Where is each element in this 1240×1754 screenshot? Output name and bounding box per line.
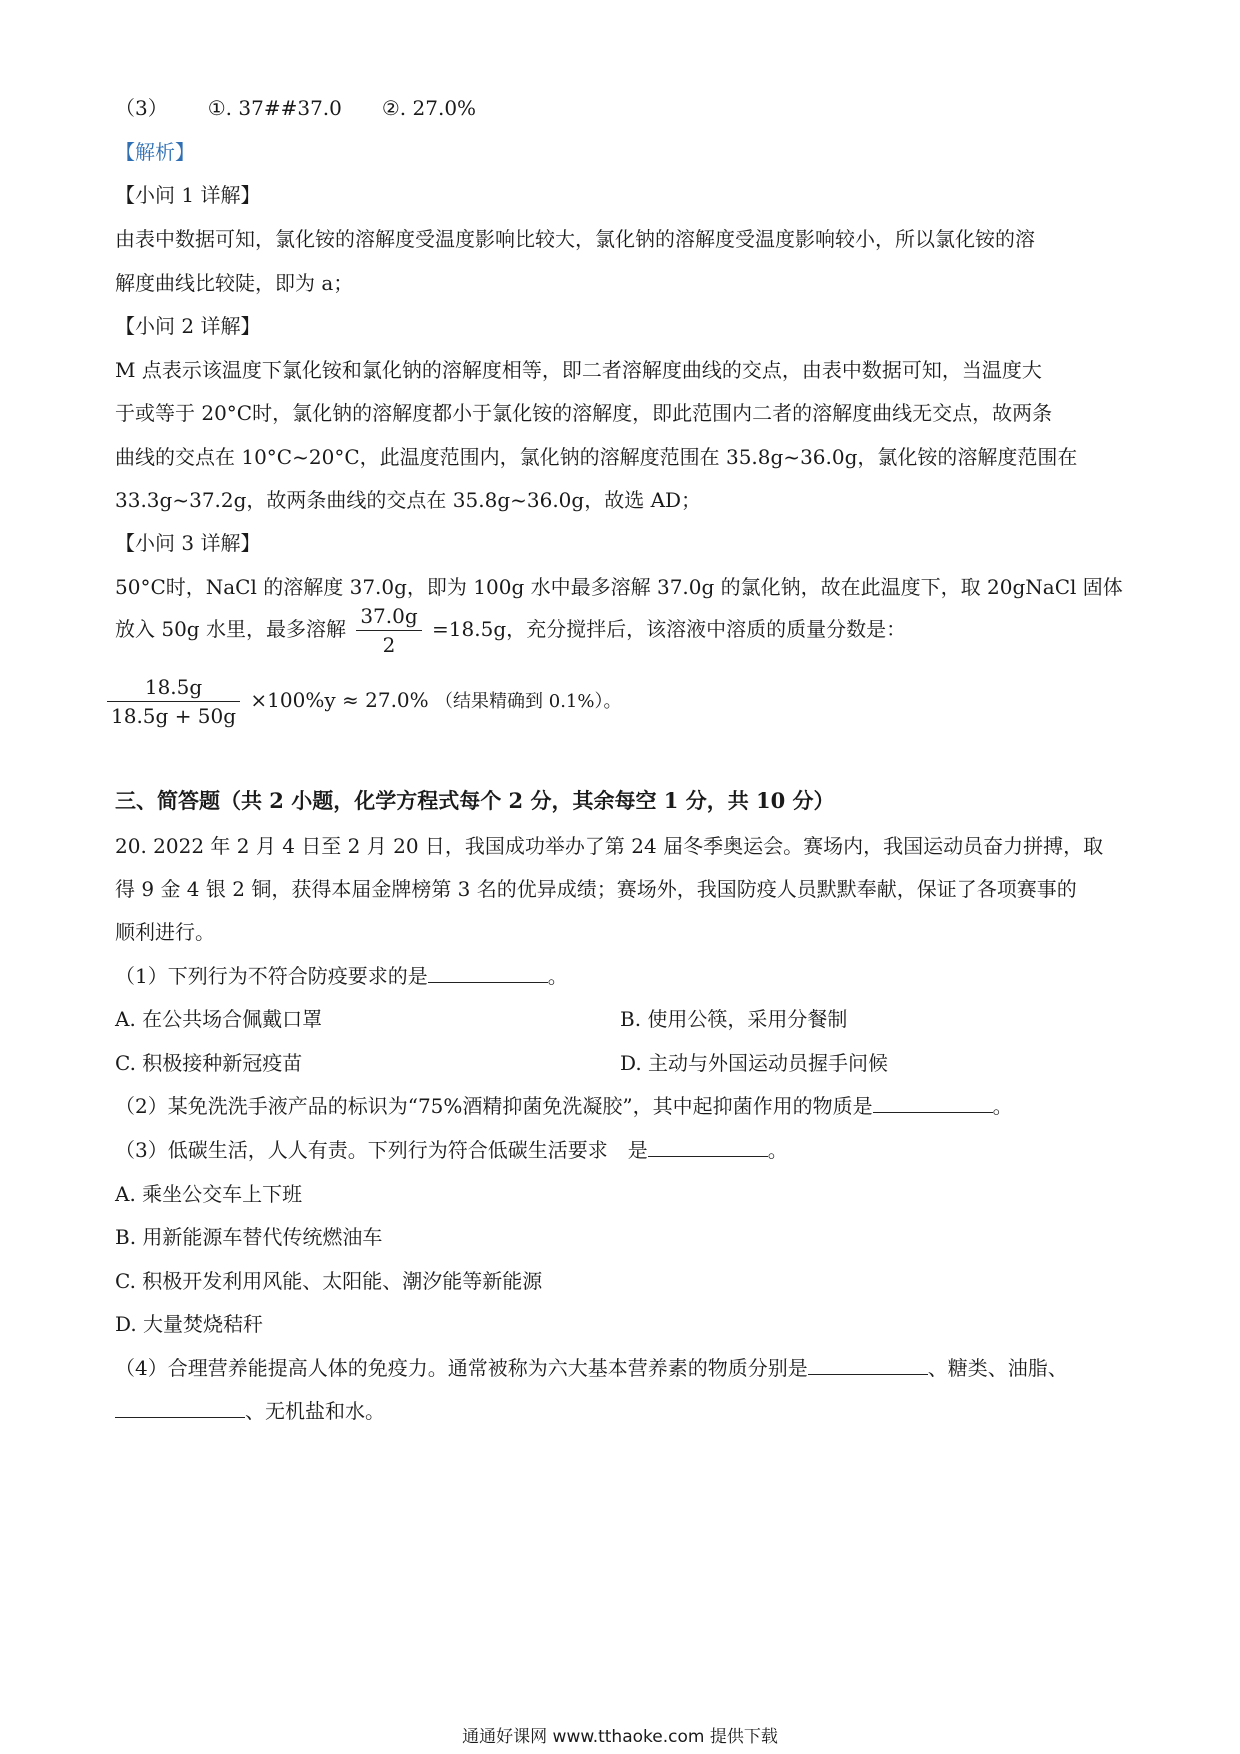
q20-sub4-line1: [115, 1354, 1068, 1382]
fraction-mass-denominator: 18.5g + 50g: [111, 704, 237, 728]
q3-line2-pre: 放入 50g 水里，最多溶解: [115, 617, 346, 641]
fraction-dissolve-numerator: 37.0g: [356, 602, 421, 631]
q20-sub1-option-d: D. 主动与外国运动员握手问候: [620, 1051, 889, 1075]
answer-blank-2[interactable]: [873, 1092, 993, 1113]
fraction-dissolve: [356, 602, 421, 659]
answer-3-label: （3）: [115, 96, 168, 120]
q3-formula-note: （结果精确到 0.1%）。: [435, 691, 622, 712]
fraction-mass: [107, 673, 240, 730]
q3-formula-result: ×100%y ≈ 27.0%: [250, 688, 429, 712]
q2-text-line2: 于或等于 20°C时，氯化钠的溶解度都小于氯化铵的溶解度，即此范围内二者的溶解度曲线无交点，故两条: [115, 401, 1053, 425]
section-3-heading: 三、简答题（共 2 小题，化学方程式每个 2 分，其余每空 1 分，共 10 分）: [115, 788, 835, 813]
q20-sub3-option-b: B. 用新能源车替代传统燃油车: [115, 1225, 383, 1249]
q20-sub3-option-a: A. 乘坐公交车上下班: [115, 1182, 303, 1206]
q20-text-line2: 得 9 金 4 银 2 铜，获得本届金牌榜第 3 名的优异成绩；赛场外，我国防疫人员默默奉献，保证了各项赛事的: [115, 877, 1077, 901]
q20-sub4-mid: 、糖类、油脂、: [927, 1356, 1068, 1380]
answer-3-part1: ①. 37##37.0: [207, 96, 342, 120]
fraction-mass-numerator: 18.5g: [107, 673, 240, 702]
q1-text-line1: 由表中数据可知，氯化铵的溶解度受温度影响比较大，氯化钠的溶解度受温度影响较小，所以氯化铵的溶: [115, 227, 1035, 251]
q20-sub1-option-b: B. 使用公筷，采用分餐制: [620, 1007, 848, 1031]
q3-formula-line: [111, 673, 622, 730]
q3-line2-post: =18.5g，充分搅拌后，该溶液中溶质的质量分数是：: [432, 617, 907, 641]
answer-blank-4[interactable]: [808, 1354, 928, 1375]
q3-text-line1: 50°C时，NaCl 的溶解度 37.0g，即为 100g 水中最多溶解 37.0g 的氯化钠，故在此温度下，取 20gNaCl 固体: [115, 575, 1123, 599]
analysis-heading: 【解析】: [115, 140, 195, 164]
q2-text-line3: 曲线的交点在 10°C~20°C，此温度范围内，氯化钠的溶解度范围在 35.8g~36.0g，氯化铵的溶解度范围在: [115, 445, 1078, 469]
q20-sub2-text: （2）某免洗洗手液产品的标识为“75%酒精抑菌免洗凝胶”，其中起抑菌作用的物质是: [115, 1094, 873, 1118]
q2-heading: 【小问 2 详解】: [115, 314, 261, 338]
q20-sub3: [115, 1136, 788, 1164]
q20-sub2: [115, 1092, 1013, 1120]
answer-3-part2: ②. 27.0%: [381, 96, 477, 120]
q3-text-line2: [115, 602, 906, 659]
q1-heading: 【小问 1 详解】: [115, 183, 261, 207]
q20-sub2-end: 。: [992, 1094, 1013, 1118]
q20-text-line3: 顺利进行。: [115, 920, 215, 944]
answer-blank-1[interactable]: [428, 962, 548, 983]
q20-sub1: [115, 962, 568, 990]
answer-3: [115, 94, 476, 122]
q20-sub4-text: （4）合理营养能提高人体的免疫力。通常被称为六大基本营养素的物质分别是: [115, 1356, 808, 1380]
page-footer: 通通好课网 www.tthaoke.com 提供下载: [462, 1727, 778, 1747]
q20-sub1-option-a: A. 在公共场合佩戴口罩: [115, 1007, 323, 1031]
q1-text-line2: 解度曲线比较陡，即为 a；: [115, 271, 354, 295]
q20-sub3-option-d: D. 大量焚烧秸秆: [115, 1312, 264, 1336]
answer-blank-5[interactable]: [115, 1397, 245, 1418]
fraction-dissolve-denominator: 2: [382, 633, 396, 657]
q20-text-line1: 20. 2022 年 2 月 4 日至 2 月 20 日，我国成功举办了第 24 届冬季奥运会。赛场内，我国运动员奋力拼搏，取: [115, 834, 1104, 858]
q3-heading: 【小问 3 详解】: [115, 531, 261, 555]
q20-sub3-text: （3）低碳生活，人人有责。下列行为符合低碳生活要求 是: [115, 1138, 648, 1162]
q2-text-line1: M 点表示该温度下氯化铵和氯化钠的溶解度相等，即二者溶解度曲线的交点，由表中数据可知，当温度大: [115, 358, 1042, 382]
q20-sub1-end: 。: [547, 964, 568, 988]
q20-sub4-line2: [115, 1397, 385, 1425]
q20-sub1-text: （1）下列行为不符合防疫要求的是: [115, 964, 428, 988]
q20-sub3-option-c: C. 积极开发利用风能、太阳能、潮汐能等新能源: [115, 1269, 543, 1293]
q20-sub4-end: 、无机盐和水。: [245, 1399, 385, 1423]
answer-blank-3[interactable]: [648, 1136, 768, 1157]
q2-text-line4: 33.3g~37.2g，故两条曲线的交点在 35.8g~36.0g，故选 AD；: [115, 488, 702, 512]
q20-sub1-option-c: C. 积极接种新冠疫苗: [115, 1051, 303, 1075]
q20-sub3-end: 。: [767, 1138, 788, 1162]
